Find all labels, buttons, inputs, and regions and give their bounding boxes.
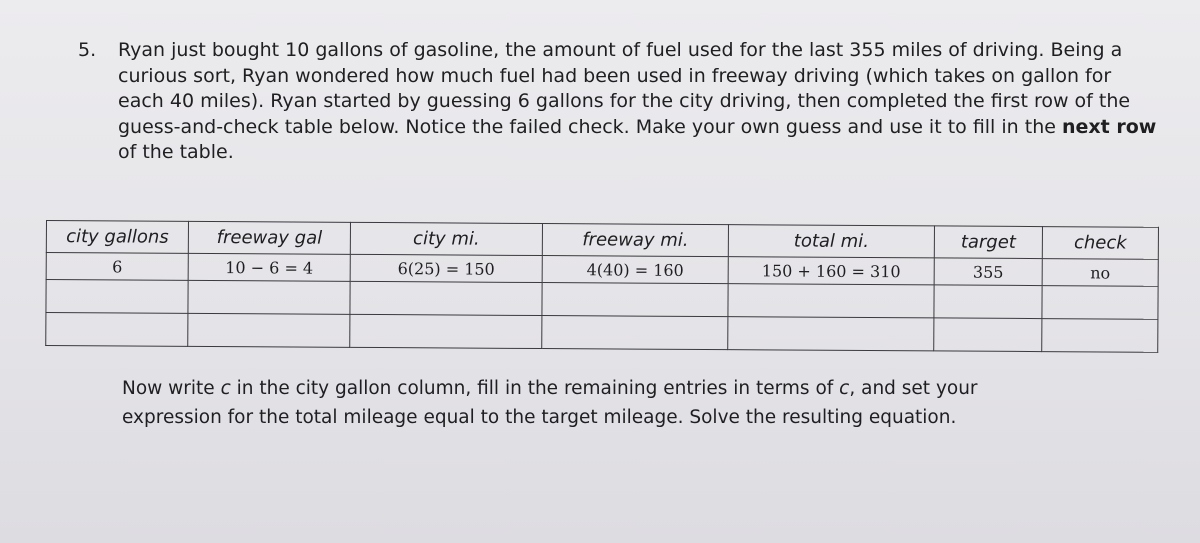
followup-text-part3: , and set your expression for the total mileage equal to the target mileage. Solve the resulting equation. [122, 378, 978, 428]
header-freeway-gal: freeway gal [188, 221, 350, 254]
cell-total-mi[interactable] [728, 317, 934, 351]
cell-total-mi[interactable] [728, 284, 934, 318]
cell-check: no [1042, 259, 1158, 287]
cell-city-mi: 6(25) = 150 [350, 254, 542, 282]
cell-city-gallons[interactable] [46, 313, 188, 347]
problem-text-part2: of the table. [118, 141, 234, 163]
cell-check[interactable] [1042, 286, 1158, 320]
problem-statement [118, 38, 1158, 166]
followup-instructions [122, 374, 1082, 432]
variable-c: c [839, 378, 850, 399]
cell-target[interactable] [934, 318, 1042, 352]
cell-freeway-gal[interactable] [188, 313, 350, 347]
cell-city-gallons[interactable] [46, 280, 188, 314]
cell-target: 355 [934, 258, 1042, 286]
followup-text-part2: in the city gallon column, fill in the remaining entries in terms of [230, 378, 840, 399]
header-freeway-mi: freeway mi. [542, 224, 728, 257]
cell-city-gallons: 6 [46, 253, 188, 281]
cell-freeway-mi: 4(40) = 160 [542, 256, 728, 284]
header-city-gallons: city gallons [46, 221, 188, 254]
table-row [46, 313, 1158, 353]
cell-freeway-mi[interactable] [542, 316, 728, 350]
header-target: target [934, 226, 1042, 259]
header-city-mi: city mi. [350, 222, 542, 255]
header-check: check [1042, 227, 1158, 260]
cell-city-mi[interactable] [350, 281, 542, 315]
problem-5 [78, 38, 1168, 166]
variable-c: c [220, 378, 231, 399]
cell-city-mi[interactable] [350, 314, 542, 348]
problem-number: 5. [78, 39, 97, 61]
problem-text-part1: Ryan just bought 10 gallons of gasoline, the amount of fuel used for the last 355 miles of driving. Being a curious sort, Ryan wondered how much fuel had been used in freeway driving (which takes on gallon for each 40 miles). Ryan started by guessing 6 gallons for the city driving, then completed the first row of the guess-and-check table below. Notice the failed check. Make your own guess and use it to fill in the [118, 39, 1131, 138]
followup-text-part1: Now write [122, 378, 221, 399]
guess-and-check-table-container [46, 220, 1158, 344]
guess-and-check-table [45, 220, 1159, 353]
cell-target[interactable] [934, 285, 1042, 319]
cell-total-mi: 150 + 160 = 310 [728, 257, 934, 285]
problem-text-bold: next row [1061, 115, 1157, 138]
cell-freeway-mi[interactable] [542, 283, 728, 317]
cell-check[interactable] [1042, 319, 1158, 353]
cell-freeway-gal[interactable] [188, 280, 350, 314]
header-total-mi: total mi. [728, 225, 934, 258]
cell-freeway-gal: 10 − 6 = 4 [188, 253, 350, 281]
